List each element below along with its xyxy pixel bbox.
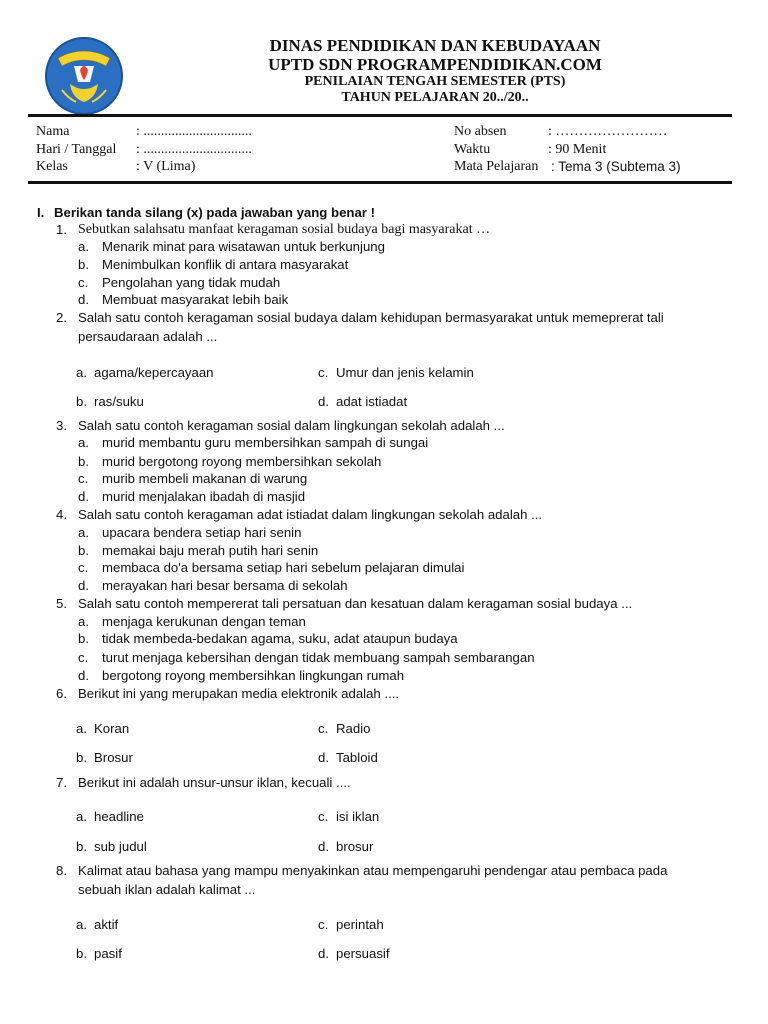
mapel-label: Mata Pelajaran: [454, 159, 539, 174]
identity-divider: [28, 181, 732, 184]
option-a[interactable]: Menarik minat para wisatawan untuk berkunjung: [102, 239, 385, 254]
section-instruction: Berikan tanda silang (x) pada jawaban yang benar !: [54, 205, 375, 220]
option-key: b.: [76, 750, 87, 765]
option-key: b.: [76, 946, 87, 961]
option-key: a.: [76, 721, 87, 736]
question-number: 3.: [56, 418, 67, 433]
option-key: a.: [76, 917, 87, 932]
option-d[interactable]: persuasif: [336, 946, 390, 961]
option-key: c.: [318, 917, 329, 932]
option-b[interactable]: murid bergotong royong membersihkan sekolah: [102, 454, 382, 469]
absen-field[interactable]: : ……………………: [548, 124, 668, 139]
option-key: d.: [78, 578, 89, 593]
question-text-cont: sebuah iklan adalah kalimat ...: [78, 882, 256, 897]
option-b[interactable]: tidak membeda-bedakan agama, suku, adat ataupun budaya: [102, 631, 458, 646]
question-text: Salah satu contoh keragaman adat istiadat dalam lingkungan sekolah adalah ...: [78, 507, 543, 522]
option-key: c.: [318, 365, 329, 380]
option-b[interactable]: Menimbulkan konflik di antara masyarakat: [102, 257, 349, 272]
question-text: Salah satu contoh keragaman sosial budaya dalam kehidupan bermasyarakat untuk memeprerat tali: [78, 310, 664, 325]
tut-wuri-handayani-logo: [44, 36, 124, 116]
option-key: a.: [78, 614, 89, 629]
option-key: b.: [78, 454, 89, 469]
option-a[interactable]: menjaga kerukunan dengan teman: [102, 614, 306, 629]
option-key: d.: [78, 668, 89, 683]
question-text: Salah satu contoh mempererat tali persatuan dan kesatuan dalam keragaman sosial budaya ...: [78, 596, 633, 611]
question-number: 4.: [56, 507, 67, 522]
option-key: d.: [78, 489, 89, 504]
option-key: d.: [318, 394, 329, 409]
option-key: b.: [78, 257, 89, 272]
option-key: c.: [78, 560, 89, 575]
absen-label: No absen: [454, 124, 507, 139]
option-d[interactable]: Membuat masyarakat lebih baik: [102, 292, 289, 307]
question-text: Kalimat atau bahasa yang mampu menyakinkan atau mempengaruhi pendengar atau pembaca pada: [78, 863, 668, 878]
question-number: 8.: [56, 863, 67, 878]
option-b[interactable]: Brosur: [94, 750, 133, 765]
header-divider: [28, 114, 732, 117]
option-key: c.: [78, 275, 89, 290]
option-d[interactable]: murid menjalakan ibadah di masjid: [102, 489, 306, 504]
option-c[interactable]: Pengolahan yang tidak mudah: [102, 275, 281, 290]
option-key: a.: [76, 365, 87, 380]
option-c[interactable]: Radio: [336, 721, 371, 736]
option-key: b.: [78, 631, 89, 646]
kelas-value: : V (Lima): [136, 159, 196, 174]
option-c[interactable]: murib membeli makanan di warung: [102, 471, 308, 486]
section-number: I.: [37, 205, 45, 220]
hari-label: Hari / Tanggal: [36, 142, 117, 157]
option-c[interactable]: isi iklan: [336, 809, 380, 824]
option-key: d.: [318, 946, 329, 961]
question-text: Salah satu contoh keragaman sosial dalam lingkungan sekolah adalah ...: [78, 418, 505, 433]
option-key: b.: [78, 543, 89, 558]
option-a[interactable]: murid membantu guru membersihkan sampah di sungai: [102, 435, 429, 450]
option-key: a.: [78, 435, 89, 450]
option-d[interactable]: adat istiadat: [336, 394, 408, 409]
waktu-label: Waktu: [454, 142, 491, 157]
option-c[interactable]: perintah: [336, 917, 384, 932]
option-a[interactable]: Koran: [94, 721, 130, 736]
option-key: c.: [78, 471, 89, 486]
option-a[interactable]: headline: [94, 809, 144, 824]
header-agency: DINAS PENDIDIKAN DAN KEBUDAYAAN: [269, 36, 601, 55]
option-d[interactable]: bergotong royong membersihkan lingkungan rumah: [102, 668, 405, 683]
option-c[interactable]: Umur dan jenis kelamin: [336, 365, 474, 380]
option-b[interactable]: ras/suku: [94, 394, 144, 409]
option-d[interactable]: Tabloid: [336, 750, 378, 765]
option-c[interactable]: membaca do'a bersama setiap hari sebelum pelajaran dimulai: [102, 560, 465, 575]
option-key: b.: [76, 394, 87, 409]
option-key: c.: [318, 809, 329, 824]
question-text: Sebutkan salahsatu manfaat keragaman sosial budaya bagi masyarakat …: [78, 222, 491, 237]
nama-field[interactable]: : ...............................: [136, 124, 252, 139]
option-a[interactable]: agama/kepercayaan: [94, 365, 214, 380]
waktu-value: : 90 Menit: [548, 142, 607, 157]
kelas-label: Kelas: [36, 159, 68, 174]
option-a[interactable]: upacara bendera setiap hari senin: [102, 525, 302, 540]
option-key: a.: [76, 809, 87, 824]
option-key: d.: [318, 750, 329, 765]
mapel-value: : Tema 3 (Subtema 3): [551, 159, 681, 174]
question-number: 6.: [56, 686, 67, 701]
header-school: UPTD SDN PROGRAMPENDIDIKAN.COM: [268, 55, 602, 74]
option-key: b.: [76, 839, 87, 854]
header-academic-year: TAHUN PELAJARAN 20../20..: [341, 90, 529, 105]
option-key: c.: [318, 721, 329, 736]
option-b[interactable]: memakai baju merah putih hari senin: [102, 543, 319, 558]
question-number: 2.: [56, 310, 67, 325]
option-key: c.: [78, 650, 89, 665]
option-b[interactable]: sub judul: [94, 839, 147, 854]
hari-field[interactable]: : ...............................: [136, 142, 252, 157]
question-number: 1.: [56, 222, 67, 237]
option-d[interactable]: merayakan hari besar bersama di sekolah: [102, 578, 348, 593]
header-exam-title: PENILAIAN TENGAH SEMESTER (PTS): [304, 74, 566, 89]
option-key: a.: [78, 239, 89, 254]
question-text: Berikut ini yang merupakan media elektronik adalah ....: [78, 686, 400, 701]
question-text: Berikut ini adalah unsur-unsur iklan, kecuali ....: [78, 775, 351, 790]
option-c[interactable]: turut menjaga kebersihan dengan tidak membuang sampah sembarangan: [102, 650, 535, 665]
question-text-cont: persaudaraan adalah ...: [78, 329, 218, 344]
question-number: 7.: [56, 775, 67, 790]
option-d[interactable]: brosur: [336, 839, 374, 854]
option-a[interactable]: aktif: [94, 917, 119, 932]
option-key: d.: [318, 839, 329, 854]
nama-label: Nama: [36, 124, 70, 139]
option-key: d.: [78, 292, 89, 307]
option-b[interactable]: pasif: [94, 946, 122, 961]
question-number: 5.: [56, 596, 67, 611]
option-key: a.: [78, 525, 89, 540]
